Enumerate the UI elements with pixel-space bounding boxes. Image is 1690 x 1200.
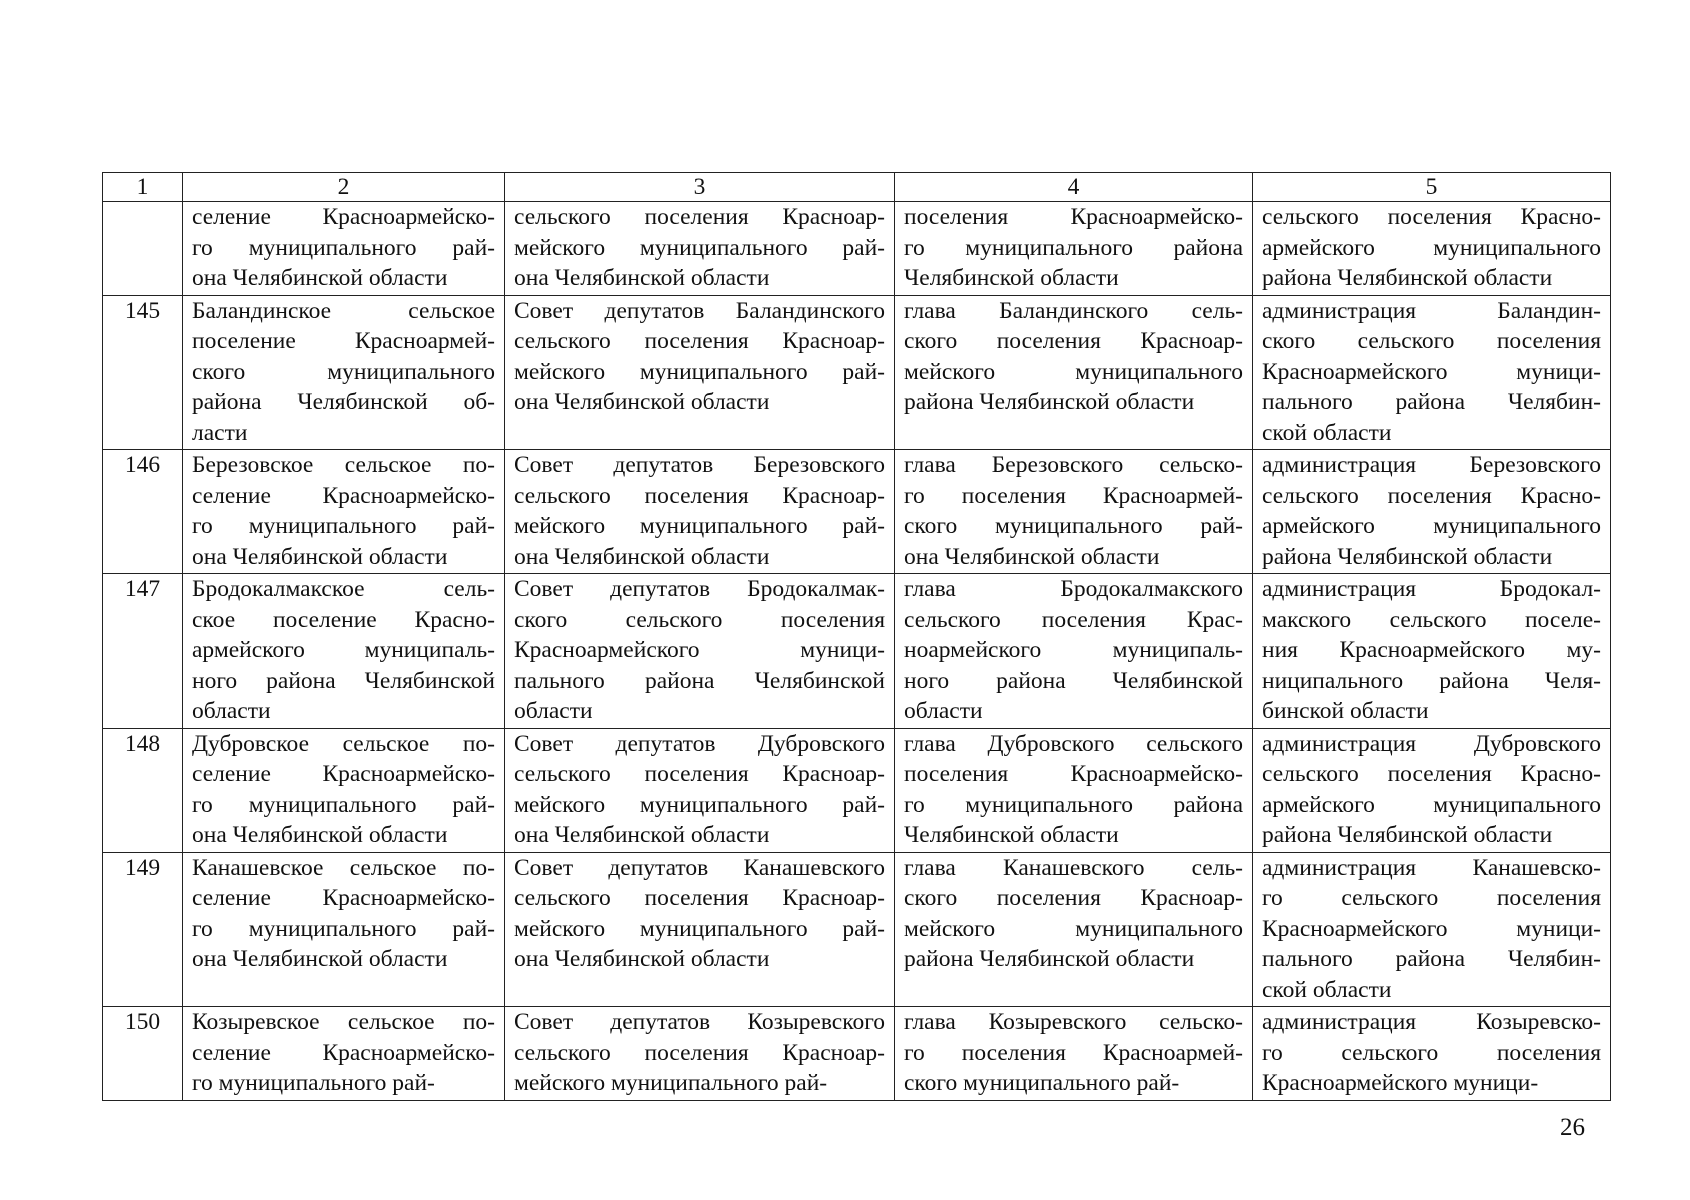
cell-text-line: Совет депутатов Баландинского bbox=[514, 297, 885, 324]
cell-text-line: го поселения Красноармей- bbox=[904, 482, 1243, 509]
cell-text-line: селение Красноармейско- bbox=[192, 1039, 495, 1066]
cell-text-line: армейского муниципального bbox=[1262, 791, 1601, 818]
cell-text-line: поселения Красноармейско- bbox=[904, 761, 1243, 787]
column-header-5: 5 bbox=[1253, 173, 1611, 202]
cell-text-line: ского сельского поселения bbox=[1262, 328, 1601, 354]
cell-text-line: она Челябинской области bbox=[904, 543, 1160, 570]
council-cell bbox=[505, 450, 895, 574]
cell-text-line: администрация Дубровского bbox=[1262, 730, 1601, 757]
cell-text-line: го муниципального района bbox=[904, 791, 1243, 818]
cell-text-line: области bbox=[192, 698, 271, 724]
cell-text-line: сельского поселения Красно- bbox=[1262, 761, 1601, 787]
cell-text-line: Совет депутатов Бродокалмак- bbox=[514, 576, 885, 602]
cell-text-line: мейского муниципального рай- bbox=[514, 791, 885, 818]
cell-text-line: района Челябинской области bbox=[904, 946, 1195, 972]
cell-text-line: ского поселения Красноар- bbox=[904, 885, 1243, 911]
cell-text-line: Красноармейского муници- bbox=[1262, 358, 1601, 385]
head-cell bbox=[895, 1007, 1253, 1101]
cell-text-line: области bbox=[904, 698, 983, 724]
column-header-2: 2 bbox=[183, 173, 505, 202]
cell-text-line: Красноармейского муници- bbox=[1262, 1070, 1539, 1096]
cell-text-line: администрация Козыревско- bbox=[1262, 1009, 1601, 1035]
head-cell bbox=[895, 295, 1253, 450]
table-body bbox=[103, 173, 1611, 1101]
cell-text-line: го сельского поселения bbox=[1262, 885, 1601, 911]
council-cell bbox=[505, 728, 895, 852]
cell-text-line: армейского муниципального bbox=[1262, 234, 1601, 261]
cell-text-line: ния Красноармейского му- bbox=[1262, 637, 1601, 663]
cell-text-line: сельского поселения Красноар- bbox=[514, 482, 885, 509]
table-row bbox=[103, 450, 1611, 574]
cell-text-line: администрация Бродокал- bbox=[1262, 576, 1601, 602]
cell-text-line: мейского муниципального рай- bbox=[514, 915, 885, 942]
cell-text-line: мейского муниципального рай- bbox=[514, 234, 885, 261]
cell-text-line: Челябинской области bbox=[904, 822, 1119, 848]
head-cell bbox=[895, 852, 1253, 1007]
settlement-cell bbox=[183, 728, 505, 852]
cell-text-line: ского сельского поселения bbox=[514, 606, 885, 633]
cell-text-line: Совет депутатов Дубровского bbox=[514, 730, 885, 757]
cell-text-line: района Челябинской области bbox=[1262, 265, 1553, 291]
cell-text-line: армейского муниципаль- bbox=[192, 637, 495, 663]
row-number-cell: 146 bbox=[103, 450, 183, 574]
table-row bbox=[103, 1007, 1611, 1101]
cell-text-line: ниципального района Челя- bbox=[1262, 667, 1601, 694]
cell-text-line: го муниципального рай- bbox=[192, 1070, 435, 1096]
cell-text-line: сельского поселения Красноар- bbox=[514, 1039, 885, 1066]
cell-text-line: Красноармейского муници- bbox=[1262, 915, 1601, 942]
cell-text-line: бинской области bbox=[1262, 698, 1429, 724]
column-header-4: 4 bbox=[895, 173, 1253, 202]
table-row bbox=[103, 574, 1611, 729]
cell-text-line: глава Баландинского сель- bbox=[904, 297, 1243, 324]
cell-text-line: глава Козыревского сельско- bbox=[904, 1009, 1243, 1035]
cell-text-line: она Челябинской области bbox=[514, 822, 770, 848]
cell-text-line: мейского муниципального рай- bbox=[514, 513, 885, 539]
cell-text-line: мейского муниципального bbox=[904, 358, 1243, 385]
cell-text-line: она Челябинской области bbox=[192, 543, 448, 570]
cell-text-line: ской области bbox=[1262, 419, 1392, 446]
cell-text-line: селение Красноармейско- bbox=[192, 204, 495, 230]
row-number-cell bbox=[103, 202, 183, 296]
cell-text-line: глава Бродокалмакского bbox=[904, 576, 1243, 602]
table-row bbox=[103, 295, 1611, 450]
cell-text-line: пального района Челябин- bbox=[1262, 946, 1601, 972]
cell-text-line: го сельского поселения bbox=[1262, 1039, 1601, 1066]
table-row bbox=[103, 728, 1611, 852]
settlement-cell bbox=[183, 1007, 505, 1101]
cell-text-line: сельского поселения Красноар- bbox=[514, 204, 885, 230]
cell-text-line: глава Дубровского сельского bbox=[904, 730, 1243, 757]
header-row bbox=[103, 173, 1611, 202]
cell-text-line: она Челябинской области bbox=[514, 946, 770, 972]
cell-text-line: поселения Красноармейско- bbox=[904, 204, 1243, 230]
settlement-cell bbox=[183, 574, 505, 729]
cell-text-line: ского муниципального рай- bbox=[904, 513, 1243, 539]
cell-text-line: селение Красноармейско- bbox=[192, 761, 495, 787]
cell-text-line: мейского муниципального рай- bbox=[514, 358, 885, 385]
cell-text-line: селение Красноармейско- bbox=[192, 885, 495, 911]
cell-text-line: администрация Березовского bbox=[1262, 452, 1601, 478]
cell-text-line: го муниципального рай- bbox=[192, 791, 495, 818]
page-number: 26 bbox=[1560, 1114, 1585, 1141]
cell-text-line: района Челябинской области bbox=[1262, 822, 1553, 848]
cell-text-line: сельского поселения Красноар- bbox=[514, 328, 885, 354]
council-cell bbox=[505, 852, 895, 1007]
row-number-cell: 148 bbox=[103, 728, 183, 852]
administration-cell bbox=[1253, 450, 1611, 574]
administration-cell bbox=[1253, 1007, 1611, 1101]
cell-text-line: области bbox=[514, 698, 593, 724]
cell-text-line: ласти bbox=[192, 419, 248, 446]
cell-text-line: Челябинской области bbox=[904, 265, 1119, 291]
cell-text-line: Бродокалмакское сель- bbox=[192, 576, 495, 602]
districts-table bbox=[102, 172, 1611, 1101]
cell-text-line: глава Березовского сельско- bbox=[904, 452, 1243, 478]
council-cell bbox=[505, 202, 895, 296]
cell-text-line: администрация Канашевско- bbox=[1262, 854, 1601, 881]
cell-text-line: она Челябинской области bbox=[192, 265, 448, 291]
cell-text-line: она Челябинской области bbox=[192, 822, 448, 848]
cell-text-line: сельского поселения Красноар- bbox=[514, 761, 885, 787]
cell-text-line: армейского муниципального bbox=[1262, 513, 1601, 539]
row-number-cell: 145 bbox=[103, 295, 183, 450]
row-number-cell: 147 bbox=[103, 574, 183, 729]
cell-text-line: Совет депутатов Канашевского bbox=[514, 854, 885, 881]
cell-text-line: го муниципального рай- bbox=[192, 915, 495, 942]
cell-text-line: администрация Баландин- bbox=[1262, 297, 1601, 324]
cell-text-line: она Челябинской области bbox=[514, 543, 770, 570]
head-cell bbox=[895, 574, 1253, 729]
cell-text-line: Совет депутатов Березовского bbox=[514, 452, 885, 478]
council-cell bbox=[505, 295, 895, 450]
cell-text-line: ского поселения Красноар- bbox=[904, 328, 1243, 354]
cell-text-line: ское поселение Красно- bbox=[192, 606, 495, 633]
cell-text-line: го поселения Красноармей- bbox=[904, 1039, 1243, 1066]
column-header-1: 1 bbox=[103, 173, 183, 202]
table-row bbox=[103, 202, 1611, 296]
cell-text-line: ного района Челябинской bbox=[904, 667, 1243, 694]
column-header-3: 3 bbox=[505, 173, 895, 202]
row-number-cell: 149 bbox=[103, 852, 183, 1007]
cell-text-line: района Челябинской об- bbox=[192, 389, 495, 415]
settlement-cell bbox=[183, 450, 505, 574]
cell-text-line: она Челябинской области bbox=[514, 389, 770, 415]
cell-text-line: ского муниципального bbox=[192, 358, 495, 385]
administration-cell bbox=[1253, 728, 1611, 852]
row-number-cell: 150 bbox=[103, 1007, 183, 1101]
cell-text-line: ской области bbox=[1262, 976, 1392, 1003]
cell-text-line: Дубровское сельское по- bbox=[192, 730, 495, 757]
cell-text-line: Канашевское сельское по- bbox=[192, 854, 495, 881]
cell-text-line: го муниципального рай- bbox=[192, 513, 495, 539]
administration-cell bbox=[1253, 202, 1611, 296]
head-cell bbox=[895, 450, 1253, 574]
cell-text-line: пального района Челябинской bbox=[514, 667, 885, 694]
cell-text-line: го муниципального района bbox=[904, 234, 1243, 261]
council-cell bbox=[505, 574, 895, 729]
settlement-cell bbox=[183, 202, 505, 296]
cell-text-line: Козыревское сельское по- bbox=[192, 1009, 495, 1035]
cell-text-line: ного района Челябинской bbox=[192, 667, 495, 694]
cell-text-line: сельского поселения Красно- bbox=[1262, 204, 1601, 230]
settlement-cell bbox=[183, 295, 505, 450]
cell-text-line: макского сельского поселе- bbox=[1262, 606, 1601, 633]
cell-text-line: сельского поселения Красно- bbox=[1262, 482, 1601, 509]
cell-text-line: мейского муниципального bbox=[904, 915, 1243, 942]
cell-text-line: она Челябинской области bbox=[514, 265, 770, 291]
cell-text-line: ского муниципального рай- bbox=[904, 1070, 1180, 1096]
cell-text-line: сельского поселения Крас- bbox=[904, 606, 1243, 633]
cell-text-line: ноармейского муниципаль- bbox=[904, 637, 1243, 663]
cell-text-line: Березовское сельское по- bbox=[192, 452, 495, 478]
cell-text-line: го муниципального рай- bbox=[192, 234, 495, 261]
head-cell bbox=[895, 728, 1253, 852]
cell-text-line: поселение Красноармей- bbox=[192, 328, 495, 354]
cell-text-line: пального района Челябин- bbox=[1262, 389, 1601, 415]
cell-text-line: сельского поселения Красноар- bbox=[514, 885, 885, 911]
cell-text-line: Баландинское сельское bbox=[192, 297, 495, 324]
table-row bbox=[103, 852, 1611, 1007]
settlement-cell bbox=[183, 852, 505, 1007]
cell-text-line: глава Канашевского сель- bbox=[904, 854, 1243, 881]
cell-text-line: селение Красноармейско- bbox=[192, 482, 495, 509]
cell-text-line: Совет депутатов Козыревского bbox=[514, 1009, 885, 1035]
cell-text-line: Красноармейского муници- bbox=[514, 637, 885, 663]
administration-cell bbox=[1253, 574, 1611, 729]
council-cell bbox=[505, 1007, 895, 1101]
administration-cell bbox=[1253, 852, 1611, 1007]
cell-text-line: района Челябинской области bbox=[1262, 543, 1553, 570]
cell-text-line: она Челябинской области bbox=[192, 946, 448, 972]
cell-text-line: мейского муниципального рай- bbox=[514, 1070, 828, 1096]
head-cell bbox=[895, 202, 1253, 296]
cell-text-line: района Челябинской области bbox=[904, 389, 1195, 415]
administration-cell bbox=[1253, 295, 1611, 450]
